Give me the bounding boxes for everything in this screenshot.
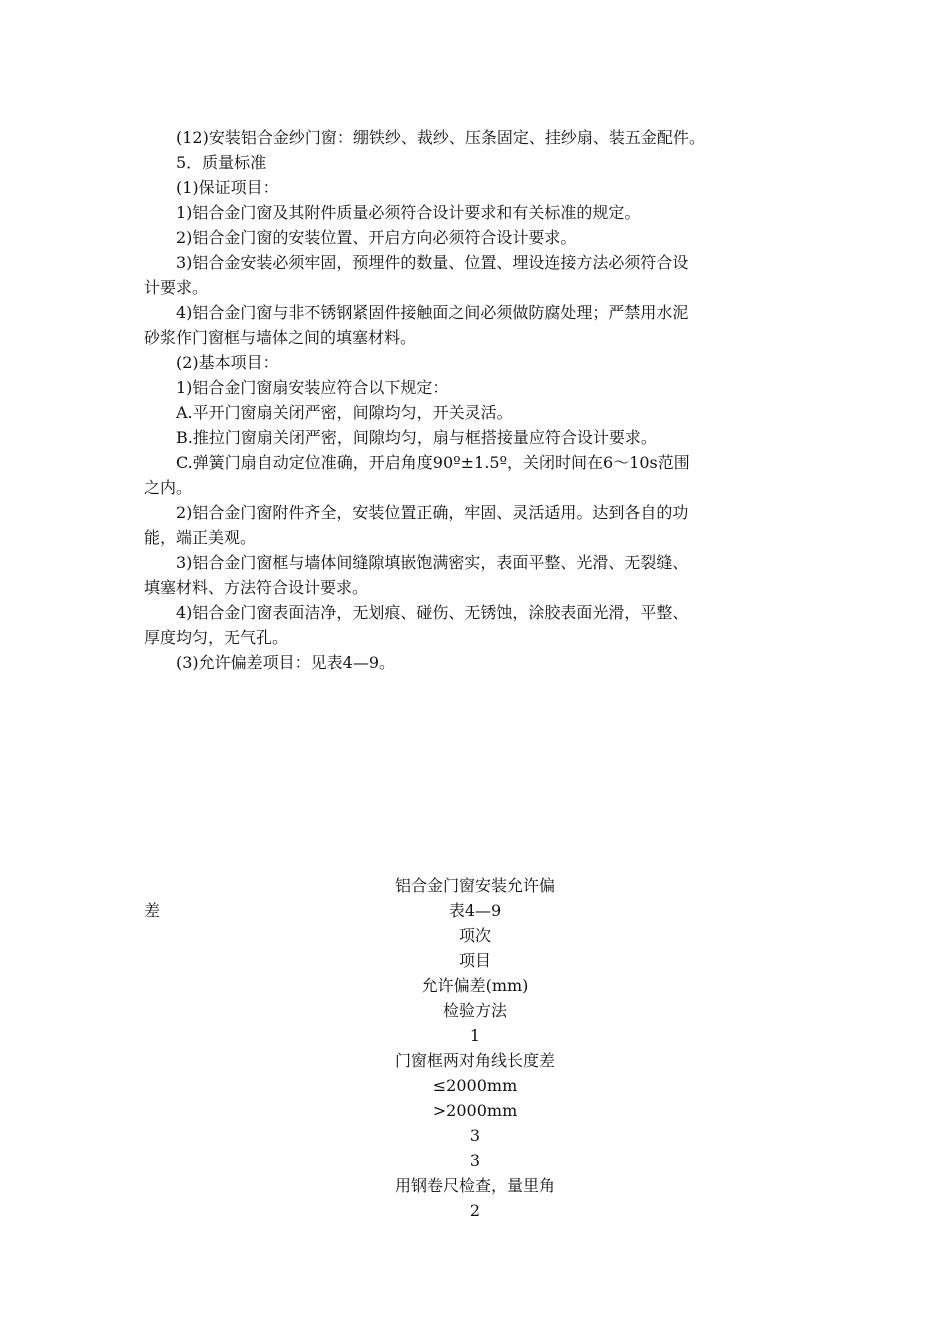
paragraph: (12)安装铝合金纱门窗：绷铁纱、裁纱、压条固定、挂纱扇、装五金配件。	[176, 128, 705, 147]
table-cell: 门窗框两对角线长度差	[394, 1051, 555, 1070]
paragraph-continuation: 计要求。	[144, 278, 209, 297]
subsection-heading: (2)基本项目：	[176, 353, 279, 372]
table-cell: 3	[469, 1151, 481, 1170]
paragraph: 4)铝合金门窗表面洁净，无划痕、碰伤、无锈蚀，涂胶表面光滑，平整、	[176, 603, 689, 622]
paragraph: 4)铝合金门窗与非不锈钢紧固件接触面之间必须做防腐处理；严禁用水泥	[176, 303, 689, 322]
table-header-cell: 检验方法	[442, 1001, 507, 1020]
section-heading: 5．质量标准	[176, 153, 267, 172]
paragraph-continuation: 能，端正美观。	[144, 528, 257, 547]
paragraph: 1)铝合金门窗及其附件质量必须符合设计要求和有关标准的规定。	[176, 203, 641, 222]
paragraph: 2)铝合金门窗的安装位置、开启方向必须符合设计要求。	[176, 228, 577, 247]
paragraph: 2)铝合金门窗附件齐全，安装位置正确，牢固、灵活适用。达到各自的功	[176, 503, 689, 522]
paragraph-continuation: 填塞材料、方法符合设计要求。	[144, 578, 369, 597]
table-title: 铝合金门窗安装允许偏	[394, 876, 555, 895]
table-cell: 3	[469, 1126, 481, 1145]
table-cell: 2	[469, 1201, 481, 1220]
paragraph: A.平开门窗扇关闭严密，间隙均匀，开关灵活。	[176, 403, 513, 422]
table-header-cell: 允许偏差(mm)	[421, 976, 529, 995]
table-title-continuation: 差	[144, 901, 161, 920]
table-cell: ≤2000mm	[432, 1076, 518, 1095]
paragraph-continuation: 之内。	[144, 478, 193, 497]
table-number: 表4—9	[448, 901, 502, 920]
subsection-heading: (1)保证项目：	[176, 178, 279, 197]
paragraph: 3)铝合金安装必须牢固，预埋件的数量、位置、埋设连接方法必须符合设	[176, 253, 689, 272]
paragraph-continuation: 砂浆作门窗框与墙体之间的填塞材料。	[144, 328, 417, 347]
paragraph-continuation: 厚度均匀，无气孔。	[144, 628, 289, 647]
paragraph: B.推拉门窗扇关闭严密，间隙均匀，扇与框搭接量应符合设计要求。	[176, 428, 657, 447]
table-cell: >2000mm	[432, 1101, 518, 1120]
table-cell: 用钢卷尺检查，量里角	[394, 1176, 555, 1195]
table-header-cell: 项目	[458, 951, 491, 970]
paragraph: 3)铝合金门窗框与墙体间缝隙填嵌饱满密实，表面平整、光滑、无裂缝、	[176, 553, 689, 572]
table-cell: 1	[469, 1026, 481, 1045]
paragraph: 1)铝合金门窗扇安装应符合以下规定：	[176, 378, 449, 397]
paragraph: C.弹簧门扇自动定位准确，开启角度90º±1.5º，关闭时间在6～10s范围	[176, 453, 690, 472]
table-header-cell: 项次	[458, 926, 491, 945]
paragraph: (3)允许偏差项目：见表4—9。	[176, 653, 396, 672]
